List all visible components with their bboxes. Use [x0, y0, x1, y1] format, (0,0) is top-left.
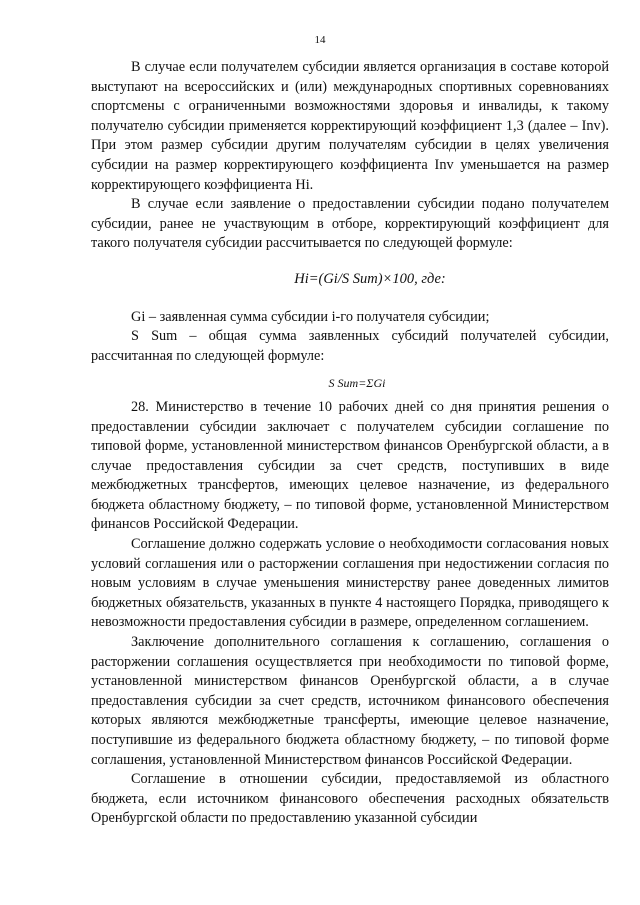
paragraph-additional-agreement: Заключение дополнительного соглашения к соглашению, соглашения о расторжении соглашения осуществляется при необходимости по типовой форме, установленной министерством финансов Оренбургской области, а в случае предоставления субсидии за счет средств, источником финансового обеспечения которых являются межбюджетные трансферты, имеющие целевое назначение, поступившие из федерального бюджета областному бюджету, – по типовой форме соглашения, установленной Министерством финансов Российской Федерации.	[91, 634, 609, 768]
paragraph-ssum-definition: S Sum – общая сумма заявленных субсидий получателей субсидии, рассчитанная по следующей формуле:	[91, 328, 609, 364]
page-number: 14	[314, 34, 326, 46]
paragraph-agreement-conditions: Соглашение должно содержать условие о необходимости согласования новых условий соглашения или о расторжении соглашения при недостижении согласия по новым условиям в случае уменьшения министерству ранее доведенных лимитов бюджетных обязательств, указанных в пункте 4 настоящего Порядка, приводящего к невозможности предоставления субсидии в размере, определенном соглашением.	[91, 536, 609, 631]
paragraph-inv-coefficient: В случае если получателем субсидии является организация в составе которой выступают на всероссийских и (или) международных спортивных соревнованиях спортсмены с ограниченными возможностями здоровья и инвалиды, к такому получателю субсидии применяется корректирующий коэффициент 1,3 (далее – Inv). При этом размер субсидии другим получателям субсидии в целях увеличения субсидии на размер корректирующего коэффициента Inv уменьшается на размер корректирующего коэффициента Hi.	[91, 59, 609, 193]
document-body	[91, 58, 609, 829]
paragraph-regional-budget: Соглашение в отношении субсидии, предоставляемой из областного бюджета, если источником финансового обеспечения расходных обязательств Оренбургской области по предоставлению указанной субсидии	[91, 771, 609, 827]
paragraph-item-28: 28. Министерство в течение 10 рабочих дней со дня принятия решения о предоставлении субсидии заключает с получателем субсидии соглашение по типовой форме, установленной министерством финансов Оренбургской области, а в случае предоставления субсидии за счет средств, поступивших в виде межбюджетных трансфертов, имеющих целевое назначение, из федерального бюджета областному бюджету, – по типовой форме, установленной Министерством финансов Российской Федерации.	[91, 398, 609, 533]
formula-hi: Hi=(Gi/S Sum)×100, где:	[294, 270, 446, 287]
paragraph-new-recipient: В случае если заявление о предоставлении субсидии подано получателем субсидии, ранее не участвующим в отборе, корректирующий коэффициент для такого получателя субсидии рассчитывается по следующей формуле:	[91, 196, 609, 252]
paragraph-gi-definition: Gi – заявленная сумма субсидии i-го получателя субсидии;	[131, 308, 490, 325]
formula-ssum: S Sum=ΣGi	[328, 376, 386, 391]
